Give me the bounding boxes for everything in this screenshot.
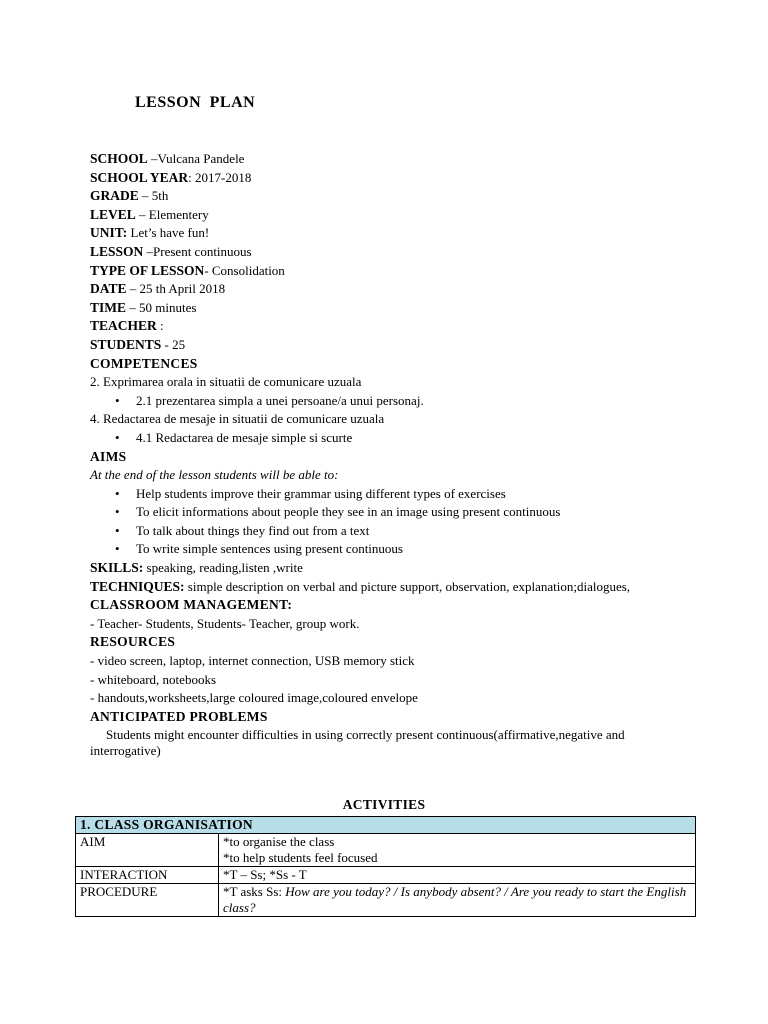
classroom-management-heading: CLASSROOM MANAGEMENT: xyxy=(90,597,293,613)
aim-value-cell xyxy=(219,834,696,867)
level-line xyxy=(90,206,720,225)
table-row xyxy=(76,867,696,884)
aim-value-line: *to organise the class xyxy=(223,834,335,849)
techniques-line xyxy=(90,578,720,597)
procedure-value-cell xyxy=(219,884,696,917)
school-year-line xyxy=(90,169,720,188)
aims-intro: At the end of the lesson students will be able to: xyxy=(90,467,339,483)
time-line xyxy=(90,299,720,318)
teacher-value: : xyxy=(156,318,164,334)
competence-subitem: • 4.1 Redactarea de mesaje simple si scurte xyxy=(90,429,720,448)
activities-heading: ACTIVITIES xyxy=(342,797,426,812)
school-year-label: SCHOOL YEAR xyxy=(90,169,189,185)
type-value: - Consolidation xyxy=(204,262,285,278)
school-year-value: : 2017-2018 xyxy=(188,169,252,185)
unit-value: Let’s have fun! xyxy=(127,225,210,241)
interaction-label-cell: INTERACTION xyxy=(76,867,219,884)
teacher-line xyxy=(90,317,720,336)
type-line xyxy=(90,262,720,281)
resource-item: - handouts,worksheets,large coloured image,coloured envelope xyxy=(90,690,418,706)
section-header: 1. CLASS ORGANISATION xyxy=(76,817,696,834)
competences-heading: COMPETENCES xyxy=(90,355,198,371)
students-value: - 25 xyxy=(161,336,186,352)
aim-item: • To elicit informations about people they see in an image using present continuous xyxy=(90,503,720,522)
date-label: DATE xyxy=(90,281,127,297)
resources-heading: RESOURCES xyxy=(90,634,176,650)
techniques-value: simple description on verbal and picture support, observation, explanation;dialogues, xyxy=(184,578,631,594)
date-line xyxy=(90,280,720,299)
date-value: – 25 th April 2018 xyxy=(126,281,226,297)
competence-item: 4. Redactarea de mesaje in situatii de comunicare uzuala xyxy=(90,411,385,427)
anticipated-problems-text: Students might encounter difficulties in using correctly present continuous(affirmative,negative and interrogative) xyxy=(90,727,625,759)
level-value: – Elementery xyxy=(135,206,209,222)
aim-item: • Help students improve their grammar using different types of exercises xyxy=(90,485,720,504)
competence-item: 2. Exprimarea orala in situatii de comunicare uzuala xyxy=(90,374,362,390)
anticipated-problems-heading: ANTICIPATED PROBLEMS xyxy=(90,708,268,724)
page-title: LESSON PLAN xyxy=(135,94,256,111)
competence-subitem: • 2.1 prezentarea simpla a unei persoane/a unui personaj. xyxy=(90,392,720,411)
classroom-management-value: - Teacher- Students, Students- Teacher, group work. xyxy=(90,615,360,631)
aims-heading: AIMS xyxy=(90,448,127,464)
school-line xyxy=(90,150,720,169)
grade-line xyxy=(90,187,720,206)
aim-label-cell: AIM xyxy=(76,834,219,867)
resource-item: - video screen, laptop, internet connection, USB memory stick xyxy=(90,653,415,669)
techniques-label: TECHNIQUES: xyxy=(90,578,185,594)
level-label: LEVEL xyxy=(90,206,136,222)
table-row xyxy=(76,834,696,867)
aim-value-line: *to help students feel focused xyxy=(223,850,378,865)
teacher-label: TEACHER xyxy=(90,318,157,334)
skills-line xyxy=(90,559,720,578)
table-row xyxy=(76,884,696,917)
type-label: TYPE OF LESSON xyxy=(90,262,205,278)
procedure-question: How are you today? / Is anybody absent? / Are you ready to start the English class? xyxy=(223,884,687,915)
aim-item: • To talk about things they find out from a text xyxy=(90,522,720,541)
interaction-value-cell: *T – Ss; *Ss - T xyxy=(219,867,696,884)
grade-value: – 5th xyxy=(138,188,169,204)
procedure-label-cell: PROCEDURE xyxy=(76,884,219,917)
aim-item: • To write simple sentences using present continuous xyxy=(90,540,720,559)
lesson-line xyxy=(90,243,720,262)
time-value: – 50 minutes xyxy=(126,299,197,315)
students-label: STUDENTS xyxy=(90,336,162,352)
activities-table xyxy=(75,816,696,917)
table-row xyxy=(76,817,696,834)
school-value: –Vulcana Pandele xyxy=(147,151,245,166)
lesson-label: LESSON xyxy=(90,243,144,259)
lesson-value: –Present continuous xyxy=(143,243,252,259)
time-label: TIME xyxy=(90,299,127,315)
skills-label: SKILLS: xyxy=(90,560,144,576)
school-label: SCHOOL xyxy=(90,151,148,166)
resource-item: - whiteboard, notebooks xyxy=(90,671,217,687)
students-line xyxy=(90,336,720,355)
unit-label: UNIT: xyxy=(90,225,128,241)
skills-value: speaking, reading,listen ,write xyxy=(143,560,303,576)
unit-line xyxy=(90,224,720,243)
grade-label: GRADE xyxy=(90,188,139,204)
procedure-prefix: *T asks Ss: xyxy=(223,884,286,899)
lesson-details xyxy=(90,150,720,759)
